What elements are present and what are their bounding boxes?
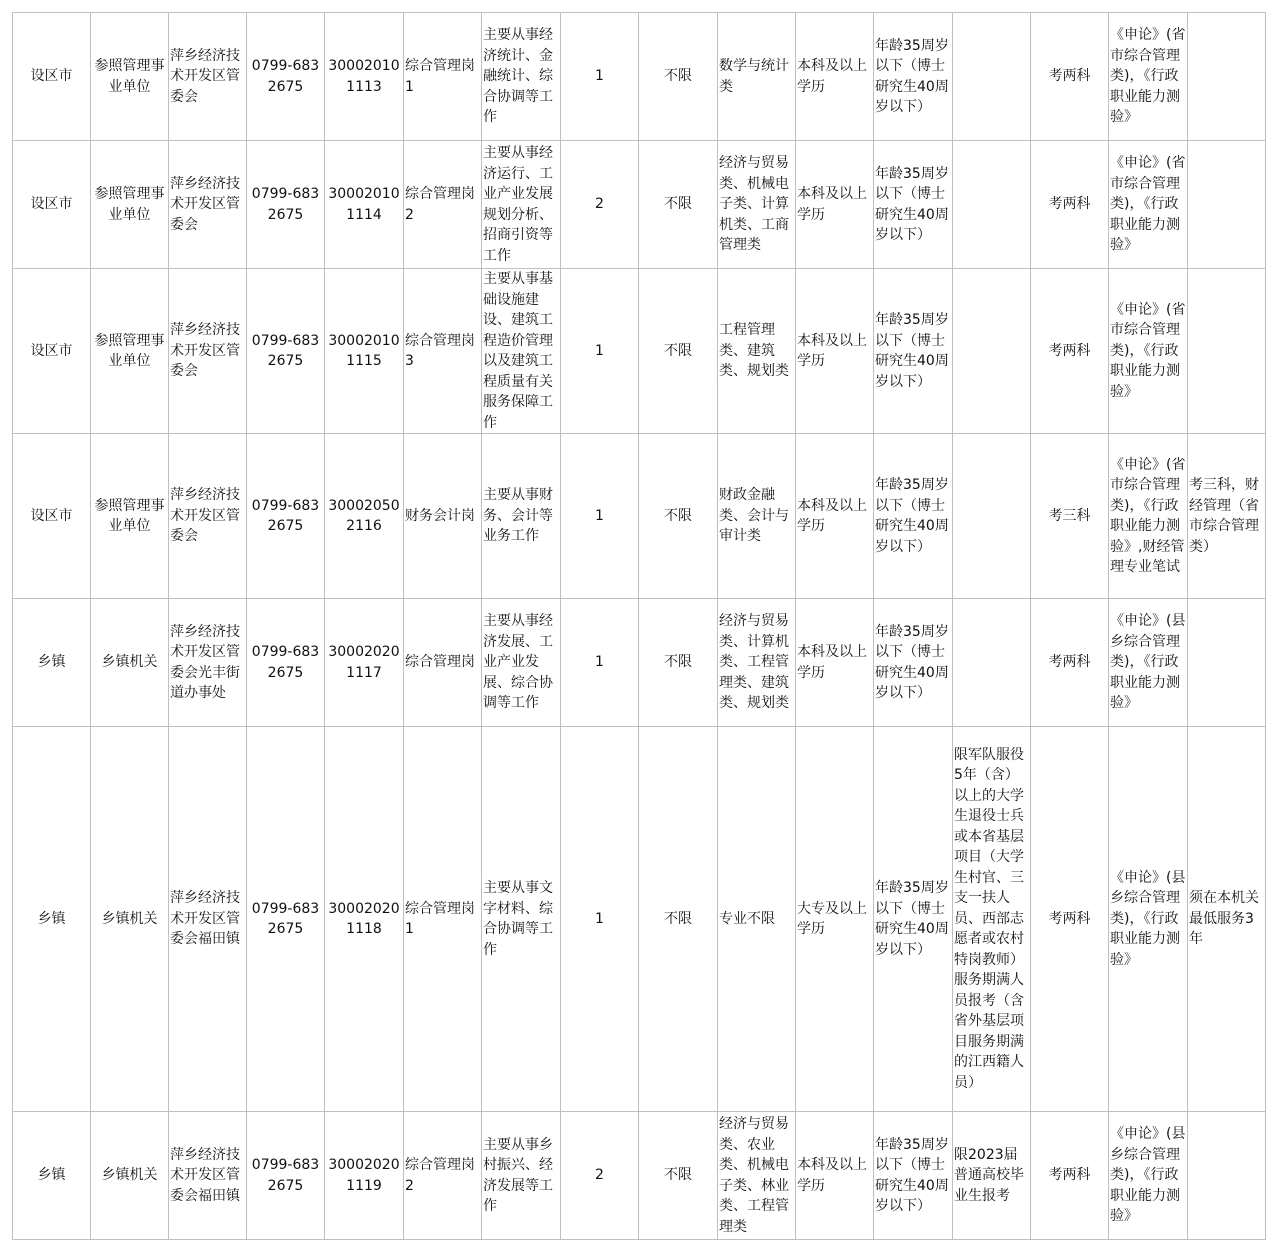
cell-phone: 0799-6832675 — [247, 434, 325, 599]
cell-level: 设区市 — [13, 269, 91, 434]
cell-unit: 萍乡经济技术开发区管委会光丰街道办事处 — [169, 599, 247, 727]
cell-other-conditions — [953, 13, 1031, 141]
cell-count: 1 — [561, 13, 639, 141]
cell-education: 本科及以上学历 — [796, 434, 874, 599]
cell-level: 乡镇 — [13, 1112, 91, 1240]
cell-other-conditions — [953, 434, 1031, 599]
cell-code: 300020201117 — [325, 599, 404, 727]
cell-exam-type: 考两科 — [1031, 13, 1109, 141]
cell-unit-type: 乡镇机关 — [91, 1112, 169, 1240]
cell-level: 乡镇 — [13, 599, 91, 727]
cell-count: 1 — [561, 727, 639, 1112]
table-row — [13, 269, 1266, 434]
cell-phone: 0799-6832675 — [247, 1112, 325, 1240]
cell-notes — [1188, 1112, 1266, 1240]
cell-age: 年龄35周岁以下（博士研究生40周岁以下） — [874, 1112, 953, 1240]
cell-phone: 0799-6832675 — [247, 13, 325, 141]
cell-level: 设区市 — [13, 141, 91, 269]
cell-duties: 主要从事乡村振兴、经济发展等工作 — [482, 1112, 561, 1240]
cell-exam-subjects: 《申论》(省市综合管理类)，《行政职业能力测验》,财经管理专业笔试 — [1109, 434, 1188, 599]
cell-other-conditions — [953, 599, 1031, 727]
cell-unit: 萍乡经济技术开发区管委会 — [169, 269, 247, 434]
cell-position: 综合管理岗1 — [404, 727, 482, 1112]
cell-major: 经济与贸易类、机械电子类、计算机类、工商管理类 — [718, 141, 796, 269]
cell-exam-type: 考两科 — [1031, 1112, 1109, 1240]
cell-unit-type: 参照管理事业单位 — [91, 141, 169, 269]
cell-gender: 不限 — [639, 1112, 718, 1240]
cell-exam-subjects: 《申论》(县乡综合管理类)，《行政职业能力测验》 — [1109, 599, 1188, 727]
cell-phone: 0799-6832675 — [247, 599, 325, 727]
cell-exam-type: 考两科 — [1031, 141, 1109, 269]
cell-exam-type: 考两科 — [1031, 727, 1109, 1112]
cell-exam-subjects: 《申论》(省市综合管理类)，《行政职业能力测验》 — [1109, 141, 1188, 269]
table-row — [13, 434, 1266, 599]
cell-unit-type: 参照管理事业单位 — [91, 269, 169, 434]
cell-gender: 不限 — [639, 141, 718, 269]
cell-gender: 不限 — [639, 727, 718, 1112]
table-body — [13, 13, 1266, 1240]
cell-notes — [1188, 269, 1266, 434]
table-row — [13, 599, 1266, 727]
cell-education: 本科及以上学历 — [796, 1112, 874, 1240]
cell-major: 经济与贸易类、计算机类、工程管理类、建筑类、规划类 — [718, 599, 796, 727]
cell-other-conditions — [953, 269, 1031, 434]
cell-exam-subjects: 《申论》(省市综合管理类)，《行政职业能力测验》 — [1109, 269, 1188, 434]
cell-notes — [1188, 13, 1266, 141]
cell-unit-type: 参照管理事业单位 — [91, 13, 169, 141]
cell-level: 乡镇 — [13, 727, 91, 1112]
cell-major: 财政金融类、会计与审计类 — [718, 434, 796, 599]
cell-education: 本科及以上学历 — [796, 141, 874, 269]
cell-code: 300020101114 — [325, 141, 404, 269]
cell-notes — [1188, 141, 1266, 269]
cell-duties: 主要从事经济发展、工业产业发展、综合协调等工作 — [482, 599, 561, 727]
table-row — [13, 13, 1266, 141]
cell-notes: 须在本机关最低服务3年 — [1188, 727, 1266, 1112]
cell-education: 本科及以上学历 — [796, 599, 874, 727]
cell-unit-type: 乡镇机关 — [91, 599, 169, 727]
cell-duties: 主要从事经济统计、金融统计、综合协调等工作 — [482, 13, 561, 141]
cell-exam-subjects: 《申论》(县乡综合管理类)，《行政职业能力测验》 — [1109, 1112, 1188, 1240]
cell-unit: 萍乡经济技术开发区管委会 — [169, 141, 247, 269]
cell-other-conditions: 限2023届普通高校毕业生报考 — [953, 1112, 1031, 1240]
cell-major: 数学与统计类 — [718, 13, 796, 141]
table-row — [13, 1112, 1266, 1240]
cell-gender: 不限 — [639, 13, 718, 141]
cell-position: 综合管理岗1 — [404, 13, 482, 141]
cell-gender: 不限 — [639, 599, 718, 727]
cell-level: 设区市 — [13, 434, 91, 599]
cell-gender: 不限 — [639, 434, 718, 599]
cell-duties: 主要从事基础设施建设、建筑工程造价管理以及建筑工程质量有关服务保障工作 — [482, 269, 561, 434]
cell-phone: 0799-6832675 — [247, 141, 325, 269]
cell-unit: 萍乡经济技术开发区管委会 — [169, 13, 247, 141]
cell-major: 工程管理类、建筑类、规划类 — [718, 269, 796, 434]
cell-exam-subjects: 《申论》(省市综合管理类)，《行政职业能力测验》 — [1109, 13, 1188, 141]
cell-age: 年龄35周岁以下（博士研究生40周岁以下） — [874, 599, 953, 727]
cell-age: 年龄35周岁以下（博士研究生40周岁以下） — [874, 13, 953, 141]
cell-position: 财务会计岗 — [404, 434, 482, 599]
cell-age: 年龄35周岁以下（博士研究生40周岁以下） — [874, 141, 953, 269]
cell-code: 300020201119 — [325, 1112, 404, 1240]
job-table-container — [12, 12, 1266, 1240]
cell-major: 专业不限 — [718, 727, 796, 1112]
cell-phone: 0799-6832675 — [247, 269, 325, 434]
cell-count: 1 — [561, 599, 639, 727]
cell-count: 1 — [561, 434, 639, 599]
table-row — [13, 141, 1266, 269]
cell-education: 本科及以上学历 — [796, 13, 874, 141]
cell-other-conditions: 限军队服役5年（含）以上的大学生退役士兵或本省基层项目（大学生村官、三支一扶人员、西部志愿者或农村特岗教师）服务期满人员报考（含省外基层项目服务期满的江西籍人员） — [953, 727, 1031, 1112]
cell-duties: 主要从事经济运行、工业产业发展规划分析、招商引资等工作 — [482, 141, 561, 269]
cell-education: 本科及以上学历 — [796, 269, 874, 434]
cell-education: 大专及以上学历 — [796, 727, 874, 1112]
cell-duties: 主要从事财务、会计等业务工作 — [482, 434, 561, 599]
cell-unit-type: 参照管理事业单位 — [91, 434, 169, 599]
cell-count: 1 — [561, 269, 639, 434]
cell-position: 综合管理岗3 — [404, 269, 482, 434]
cell-code: 300020201118 — [325, 727, 404, 1112]
cell-count: 2 — [561, 141, 639, 269]
cell-position: 综合管理岗 — [404, 599, 482, 727]
cell-duties: 主要从事文字材料、综合协调等工作 — [482, 727, 561, 1112]
cell-level: 设区市 — [13, 13, 91, 141]
cell-age: 年龄35周岁以下（博士研究生40周岁以下） — [874, 434, 953, 599]
cell-unit: 萍乡经济技术开发区管委会福田镇 — [169, 727, 247, 1112]
cell-unit: 萍乡经济技术开发区管委会福田镇 — [169, 1112, 247, 1240]
cell-position: 综合管理岗2 — [404, 141, 482, 269]
cell-exam-type: 考三科 — [1031, 434, 1109, 599]
cell-notes: 考三科，财经管理（省市综合管理类） — [1188, 434, 1266, 599]
cell-count: 2 — [561, 1112, 639, 1240]
cell-position: 综合管理岗2 — [404, 1112, 482, 1240]
cell-exam-type: 考两科 — [1031, 599, 1109, 727]
cell-notes — [1188, 599, 1266, 727]
cell-unit-type: 乡镇机关 — [91, 727, 169, 1112]
cell-other-conditions — [953, 141, 1031, 269]
cell-age: 年龄35周岁以下（博士研究生40周岁以下） — [874, 269, 953, 434]
table-row — [13, 727, 1266, 1112]
cell-phone: 0799-6832675 — [247, 727, 325, 1112]
cell-unit: 萍乡经济技术开发区管委会 — [169, 434, 247, 599]
cell-major: 经济与贸易类、农业类、机械电子类、林业类、工程管理类 — [718, 1112, 796, 1240]
cell-age: 年龄35周岁以下（博士研究生40周岁以下） — [874, 727, 953, 1112]
cell-code: 300020101113 — [325, 13, 404, 141]
cell-exam-type: 考两科 — [1031, 269, 1109, 434]
job-table — [12, 12, 1266, 1240]
cell-code: 300020502116 — [325, 434, 404, 599]
cell-code: 300020101115 — [325, 269, 404, 434]
cell-exam-subjects: 《申论》(县乡综合管理类)，《行政职业能力测验》 — [1109, 727, 1188, 1112]
cell-gender: 不限 — [639, 269, 718, 434]
